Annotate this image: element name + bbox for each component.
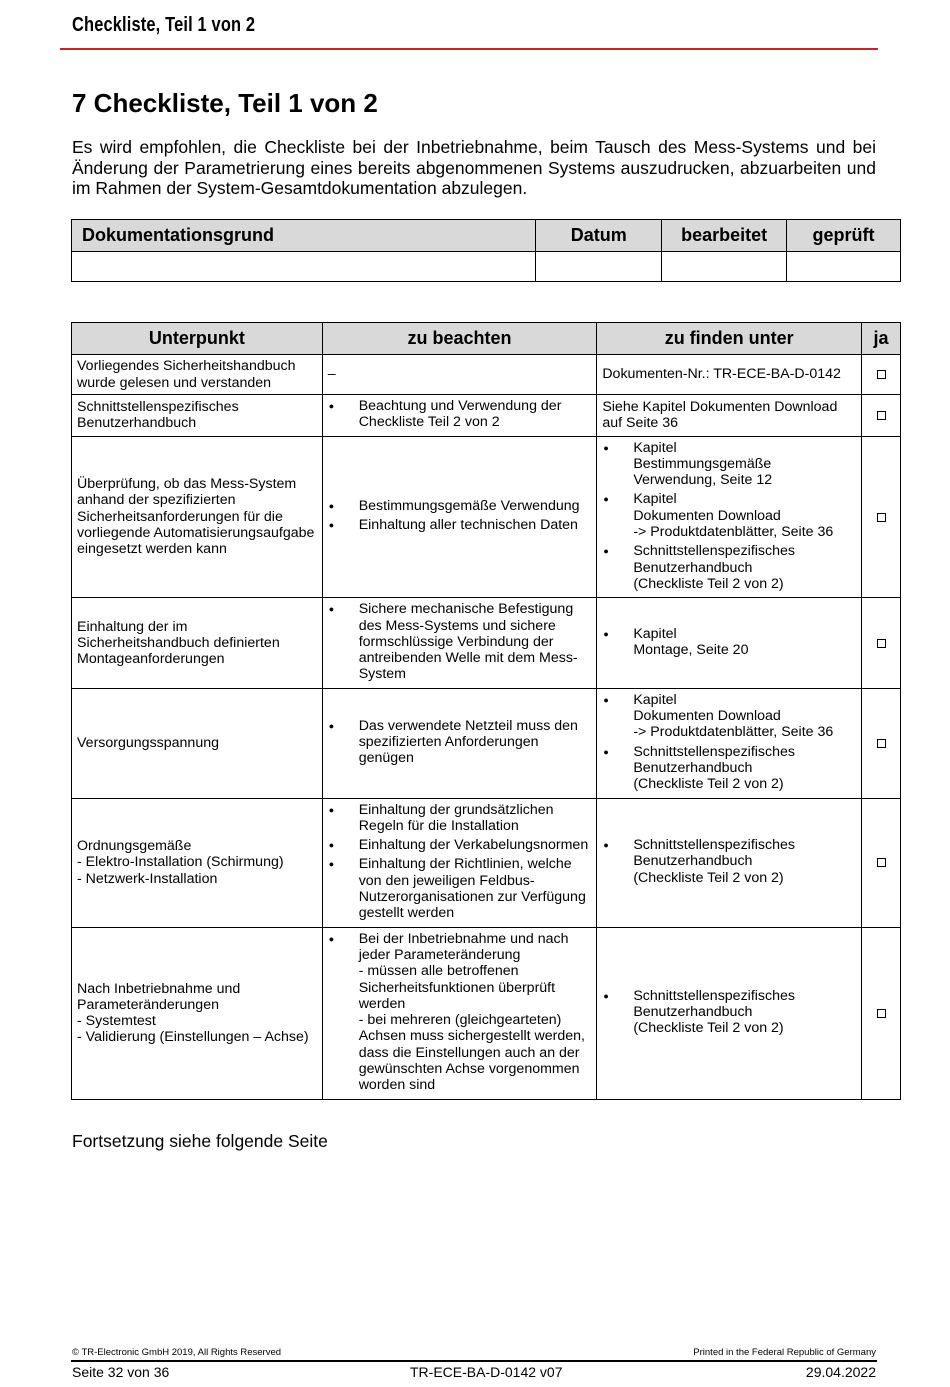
reference-line: (Checkliste Teil 2 von 2): [633, 776, 784, 793]
footer-date: 29.04.2022: [805, 1364, 876, 1380]
reference-cell: [597, 927, 862, 1099]
subitem-line: - Elektro-Installation (Schirmung): [77, 854, 284, 871]
checkbox-icon[interactable]: [877, 1009, 886, 1018]
reference-line: Verwendung, Seite 12: [633, 472, 773, 489]
checklist-header-notes: zu beachten: [322, 323, 597, 355]
note-line: dass die Einstellungen auch an der: [358, 1044, 580, 1061]
footer-doc-number: TR-ECE-BA-D-0142 v07: [410, 1364, 563, 1380]
reference-line: -> Produktdatenblätter, Seite 36: [633, 724, 834, 741]
reference-cell: [597, 436, 862, 598]
note-line: ● Einhaltung der Verkabelungsnormen: [358, 837, 589, 854]
note-list: [328, 498, 593, 534]
note-line: des Mess-Systems und sichere: [358, 617, 556, 634]
subitem-cell: [72, 927, 323, 1099]
subitem-line: Überprüfung, ob das Mess-System: [77, 476, 297, 493]
note-line: antreibenden Welle mit dem Mess-: [358, 650, 578, 667]
note-line: - bei mehreren (gleichgearteten): [358, 1012, 562, 1029]
reference-item: [602, 692, 857, 741]
checklist-header-row: [72, 323, 901, 355]
section-heading: 7 Checkliste, Teil 1 von 2: [72, 88, 378, 118]
reference-item: [602, 491, 857, 540]
checklist-header-subitem: Unterpunkt: [72, 323, 323, 355]
reference-line: (Checkliste Teil 2 von 2): [633, 869, 784, 886]
note-item: [328, 601, 593, 682]
checkbox-icon[interactable]: [877, 739, 886, 748]
footer-rule: [71, 1360, 877, 1362]
subitem-cell: [72, 355, 323, 395]
subitem-line: Vorliegendes Sicherheitshandbuch: [77, 358, 296, 375]
yes-cell: [862, 355, 901, 395]
note-line: formschlüssige Verbindung der: [358, 633, 554, 650]
subitem-line: eingesetzt werden kann: [77, 541, 227, 558]
reference-line: ● Schnittstellenspezifisches: [633, 743, 795, 760]
subitem-line: Parameteränderungen: [77, 996, 219, 1013]
doc-cell-checked: [787, 252, 901, 282]
reference-line: auf Seite 36: [602, 415, 679, 432]
note-line: ● Das verwendete Netzteil muss den: [358, 717, 578, 734]
note-item: [328, 802, 593, 835]
note-list: [328, 718, 593, 767]
subitem-line: - Systemtest: [77, 1013, 156, 1030]
reference-line: ● Schnittstellenspezifisches: [633, 987, 795, 1004]
subitem-line: vorliegende Automatisierungsaufgabe: [77, 525, 315, 542]
note-item: [328, 517, 593, 533]
subitem-line: Nach Inbetriebnahme und: [77, 980, 241, 997]
subitem-line: wurde gelesen und verstanden: [77, 374, 272, 391]
note-item: [328, 398, 593, 431]
subitem-line: anhand der spezifizierten: [77, 492, 236, 509]
note-line: werden: [358, 995, 406, 1012]
note-line: ● Einhaltung aller technischen Daten: [358, 517, 578, 534]
reference-line: Benutzerhandbuch: [633, 1003, 753, 1020]
reference-list: [602, 440, 857, 593]
reference-line: Dokumenten Download: [633, 708, 781, 725]
checkbox-icon[interactable]: [877, 639, 886, 648]
reference-line: Benutzerhandbuch: [633, 853, 753, 870]
reference-line: Benutzerhandbuch: [633, 759, 753, 776]
subitem-cell: [72, 798, 323, 927]
reference-item: [602, 988, 857, 1037]
note-line: genügen: [358, 750, 414, 767]
checklist-row: [72, 798, 901, 927]
note-cell: [322, 395, 597, 437]
subitem-line: Montageanforderungen: [77, 651, 225, 668]
footer-printed: Printed in the Federal Republic of Germany: [693, 1347, 876, 1358]
checklist-row: [72, 395, 901, 437]
subitem-cell: [72, 436, 323, 598]
doc-cell-date: [536, 252, 662, 282]
subitem-cell: [72, 395, 323, 437]
subitem-line: Sicherheitsanforderungen für die: [77, 508, 283, 525]
checkbox-icon[interactable]: [877, 370, 886, 379]
subitem-line: Schnittstellenspezifisches: [77, 399, 239, 415]
checklist-row: [72, 927, 901, 1099]
note-line: Checkliste Teil 2 von 2: [358, 414, 500, 431]
yes-cell: [862, 436, 901, 598]
reference-text: Dokumenten-Nr.: TR-ECE-BA-D-0142: [602, 366, 841, 383]
note-cell: [322, 436, 597, 598]
checklist-header-yes: ja: [862, 323, 901, 355]
note-cell: [322, 798, 597, 927]
intro-paragraph: Es wird empfohlen, die Checkliste bei der Inbetriebnahme, beim Tausch des Mess-Systems und bei Änderung der Parametrierung eines bereits abgenommenen Systems auszudrucken, abzuarbeiten und im Rahmen der System-Gesamtdokumentation abzulegen.: [72, 137, 876, 198]
checkbox-icon[interactable]: [877, 858, 886, 867]
continuation-note: Fortsetzung siehe folgende Seite: [72, 1131, 328, 1151]
subitem-line: Versorgungsspannung: [77, 734, 219, 751]
yes-cell: [862, 927, 901, 1099]
subitem-cell: [72, 598, 323, 688]
note-cell: [322, 355, 597, 395]
note-line: Nutzerorganisationen zur Verfügung: [358, 889, 586, 906]
reference-line: Benutzerhandbuch: [633, 559, 753, 576]
note-line: ● Bestimmungsgemäße Verwendung: [358, 498, 580, 515]
note-line: - müssen alle betroffenen: [358, 963, 519, 980]
note-item: [328, 498, 593, 514]
reference-line: (Checkliste Teil 2 von 2): [633, 1020, 784, 1037]
doc-header-date: Datum: [536, 220, 662, 252]
reference-cell: [597, 355, 862, 395]
subitem-cell: [72, 688, 323, 798]
doc-header-edited: bearbeitet: [662, 220, 787, 252]
note-line: spezifizierten Anforderungen: [358, 733, 539, 750]
checklist-row: [72, 688, 901, 798]
reference-line: ● Kapitel: [633, 439, 677, 456]
subitem-line: - Netzwerk-Installation: [77, 870, 218, 887]
note-text: –: [327, 366, 336, 383]
note-list: [328, 398, 593, 431]
running-header-title: Checkliste, Teil 1 von 2: [72, 14, 256, 36]
yes-cell: [862, 395, 901, 437]
note-item: [328, 718, 593, 767]
note-item: [328, 837, 593, 853]
subitem-line: Ordnungsgemäße: [77, 838, 192, 855]
checkbox-icon[interactable]: [877, 411, 886, 420]
doc-header-reason: Dokumentationsgrund: [72, 220, 536, 252]
yes-cell: [862, 798, 901, 927]
reference-line: ● Kapitel: [633, 625, 677, 642]
checklist-row: [72, 355, 901, 395]
note-line: Sicherheitsfunktionen überprüft: [358, 979, 556, 996]
note-line: gewünschten Achse vorgenommen: [358, 1060, 580, 1077]
subitem-line: - Validierung (Einstellungen – Achse): [77, 1029, 309, 1046]
footer-copyright: © TR-Electronic GmbH 2019, All Rights Reserved: [72, 1347, 282, 1358]
reference-line: -> Produktdatenblätter, Seite 36: [633, 524, 834, 541]
note-line: ● Sichere mechanische Befestigung: [358, 601, 574, 618]
note-item: [328, 856, 593, 921]
note-line: gestellt werden: [358, 905, 455, 922]
subitem-line: Sicherheitshandbuch definierten: [77, 634, 280, 651]
note-list: [328, 931, 593, 1094]
doc-cell-reason: [72, 252, 536, 282]
reference-cell: [597, 798, 862, 927]
note-cell: [322, 927, 597, 1099]
note-line: ● Bei der Inbetriebnahme und nach: [358, 930, 569, 947]
note-line: von den jeweiligen Feldbus-: [358, 872, 535, 889]
doc-header-checked: geprüft: [787, 220, 901, 252]
doc-cell-edited: [662, 252, 787, 282]
reference-list: [602, 692, 857, 793]
note-line: System: [358, 666, 406, 683]
reference-line: ● Schnittstellenspezifisches: [633, 837, 795, 854]
note-line: Achsen muss sichergestellt werden,: [358, 1028, 586, 1045]
note-line: ● Einhaltung der Richtlinien, welche: [358, 856, 572, 873]
reference-item: [602, 440, 857, 489]
checklist-table: [71, 322, 901, 1100]
note-list: [328, 601, 593, 682]
reference-line: Dokumenten Download: [633, 507, 781, 524]
doc-table-empty-row: [72, 252, 901, 282]
reference-cell: [597, 688, 862, 798]
reference-line: ● Kapitel: [633, 691, 677, 708]
reference-item: [602, 744, 857, 793]
checklist-row: [72, 598, 901, 688]
note-cell: [322, 598, 597, 688]
reference-line: ● Kapitel: [633, 491, 677, 508]
documentation-table: [71, 219, 901, 282]
checklist-row: [72, 436, 901, 598]
reference-line: Bestimmungsgemäße: [633, 455, 772, 472]
yes-cell: [862, 688, 901, 798]
checkbox-icon[interactable]: [877, 513, 886, 522]
reference-list: [602, 626, 857, 659]
note-list: [328, 802, 593, 922]
header-rule: [60, 48, 878, 50]
note-cell: [322, 688, 597, 798]
subitem-line: Benutzerhandbuch: [77, 415, 197, 432]
reference-list: [602, 988, 857, 1037]
reference-list: [602, 837, 857, 886]
reference-line: ● Schnittstellenspezifisches: [633, 543, 795, 560]
reference-item: [602, 837, 857, 886]
yes-cell: [862, 598, 901, 688]
checklist-header-reference: zu finden unter: [597, 323, 862, 355]
reference-item: [602, 543, 857, 592]
note-line: Regeln für die Installation: [358, 817, 519, 834]
reference-line: Siehe Kapitel Dokumenten Download: [602, 399, 838, 415]
doc-table-header-row: [72, 220, 901, 252]
reference-cell: [597, 395, 862, 437]
note-line: worden sind: [358, 1077, 436, 1094]
footer-page-number: Seite 32 von 36: [72, 1364, 170, 1380]
note-line: ● Beachtung und Verwendung der: [358, 398, 562, 414]
reference-item: [602, 626, 857, 659]
reference-cell: [597, 598, 862, 688]
note-item: [328, 931, 593, 1094]
note-line: ● Einhaltung der grundsätzlichen: [358, 801, 554, 818]
reference-line: (Checkliste Teil 2 von 2): [633, 575, 784, 592]
subitem-line: Einhaltung der im: [77, 618, 188, 635]
note-line: jeder Parameteränderung: [358, 946, 521, 963]
reference-line: Montage, Seite 20: [633, 642, 749, 658]
